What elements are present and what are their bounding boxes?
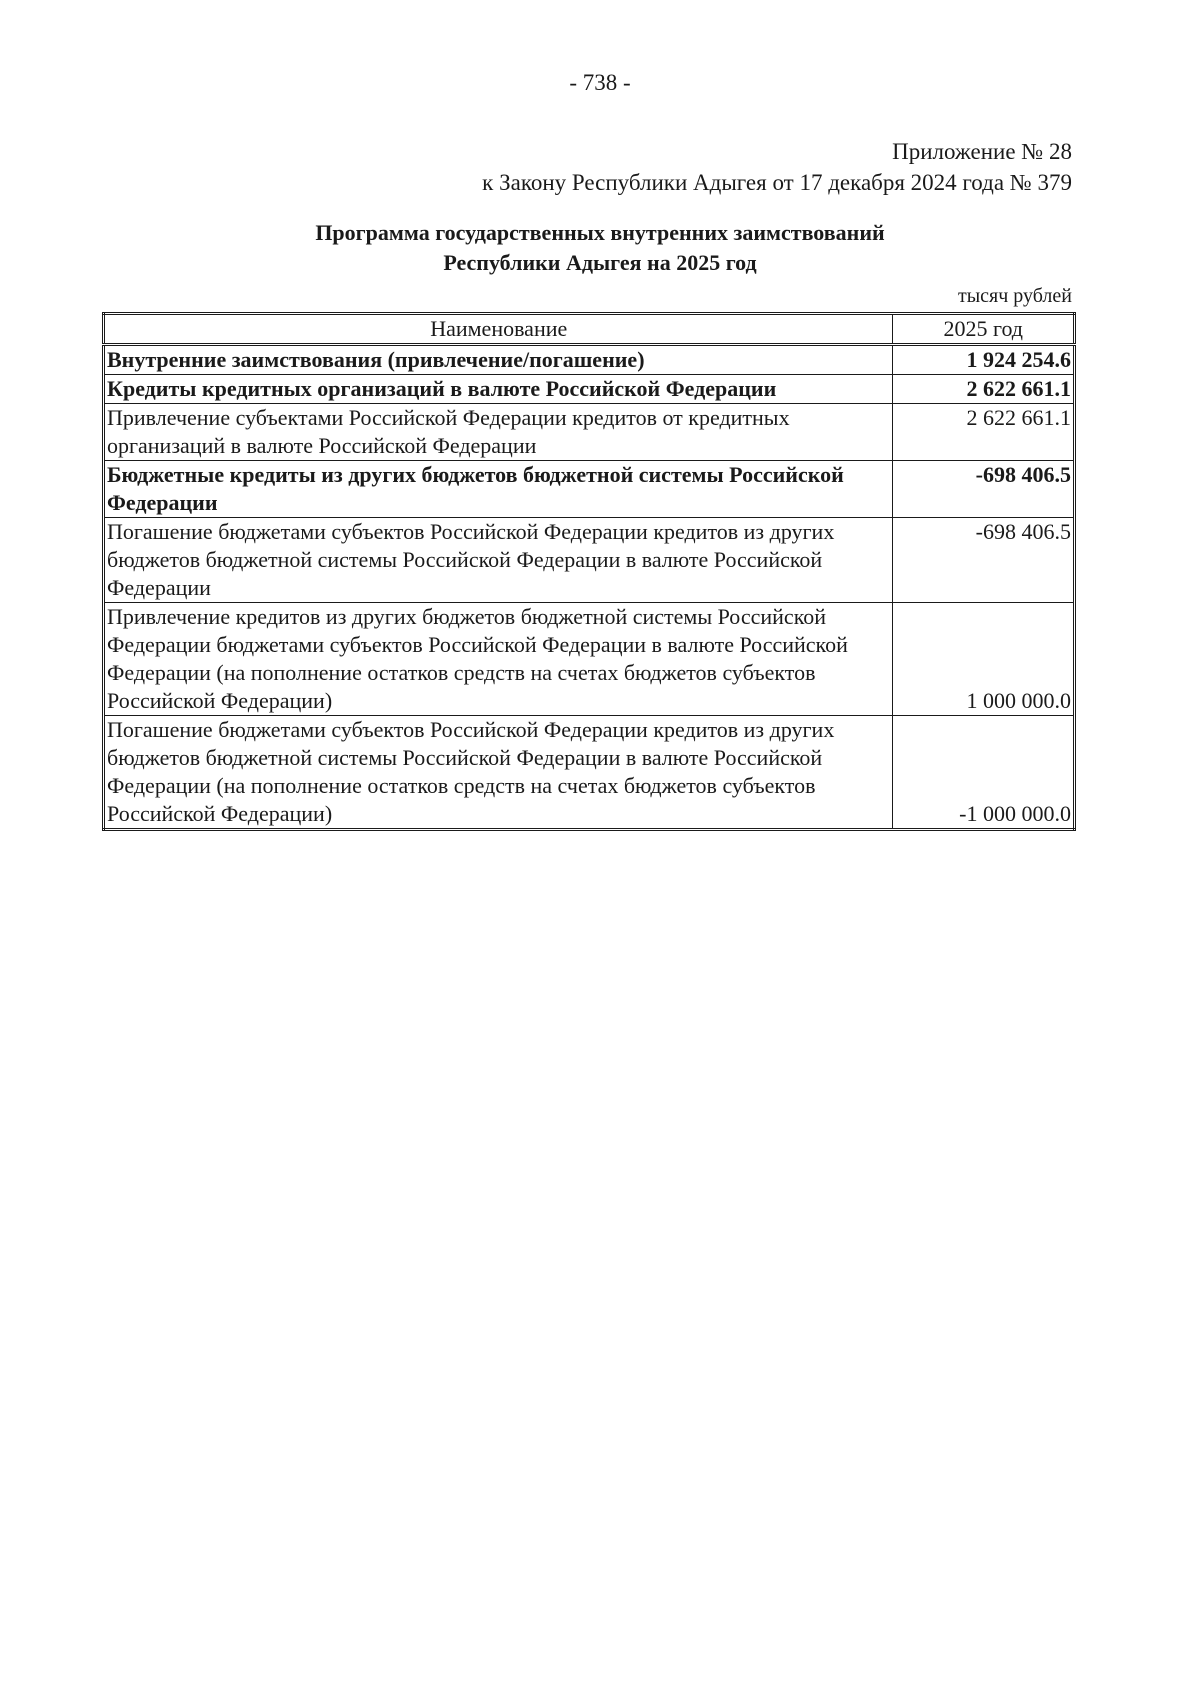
- row-value: 2 622 661.1: [893, 404, 1075, 461]
- table-row: [104, 518, 1075, 603]
- row-name: Внутренние заимствования (привлечение/погашение): [104, 345, 893, 375]
- appendix-law-reference: к Закону Республики Адыгея от 17 декабря 2024 года № 379: [482, 170, 1072, 195]
- row-value: 1 924 254.6: [893, 345, 1075, 375]
- appendix-number: Приложение № 28: [892, 139, 1072, 164]
- document-title-line-2: Республики Адыгея на 2025 год: [443, 250, 757, 275]
- row-name: Привлечение субъектами Российской Федерации кредитов от кредитных организаций в валюте Российской Федерации: [104, 404, 893, 461]
- row-value: 1 000 000.0: [893, 603, 1075, 716]
- row-value: -698 406.5: [893, 518, 1075, 603]
- document-title: [0, 218, 1200, 278]
- row-name: Погашение бюджетами субъектов Российской Федерации кредитов из других бюджетов бюджетной системы Российской Федерации в валюте Российской Федерации (на пополнение остатков средств на счетах бюджетов субъектов Российской Федерации): [104, 716, 893, 830]
- page-number: - 738 -: [569, 70, 631, 95]
- row-value: -1 000 000.0: [893, 716, 1075, 830]
- appendix-reference: [482, 136, 1072, 198]
- table-row: [104, 716, 1075, 830]
- table-row: [104, 603, 1075, 716]
- row-value: 2 622 661.1: [893, 375, 1075, 404]
- units-label: тысяч рублей: [957, 285, 1072, 307]
- row-name: Привлечение кредитов из других бюджетов бюджетной системы Российской Федерации бюджетами субъектов Российской Федерации в валюте Российской Федерации (на пополнение остатков средств на счетах бюджетов субъектов Российской Федерации): [104, 603, 893, 716]
- row-name: Кредиты кредитных организаций в валюте Российской Федерации: [104, 375, 893, 404]
- row-name: Погашение бюджетами субъектов Российской Федерации кредитов из других бюджетов бюджетной системы Российской Федерации в валюте Российской Федерации: [104, 518, 893, 603]
- table-row: [104, 345, 1075, 375]
- row-value: -698 406.5: [893, 461, 1075, 518]
- document-title-line-1: Программа государственных внутренних заимствований: [315, 220, 885, 245]
- table-header-row: [104, 314, 1075, 345]
- table-row: [104, 375, 1075, 404]
- row-name: Бюджетные кредиты из других бюджетов бюджетной системы Российской Федерации: [104, 461, 893, 518]
- borrowings-table: [102, 312, 1076, 831]
- header-year: 2025 год: [893, 314, 1075, 345]
- table-row: [104, 404, 1075, 461]
- table-row: [104, 461, 1075, 518]
- header-name: Наименование: [104, 314, 893, 345]
